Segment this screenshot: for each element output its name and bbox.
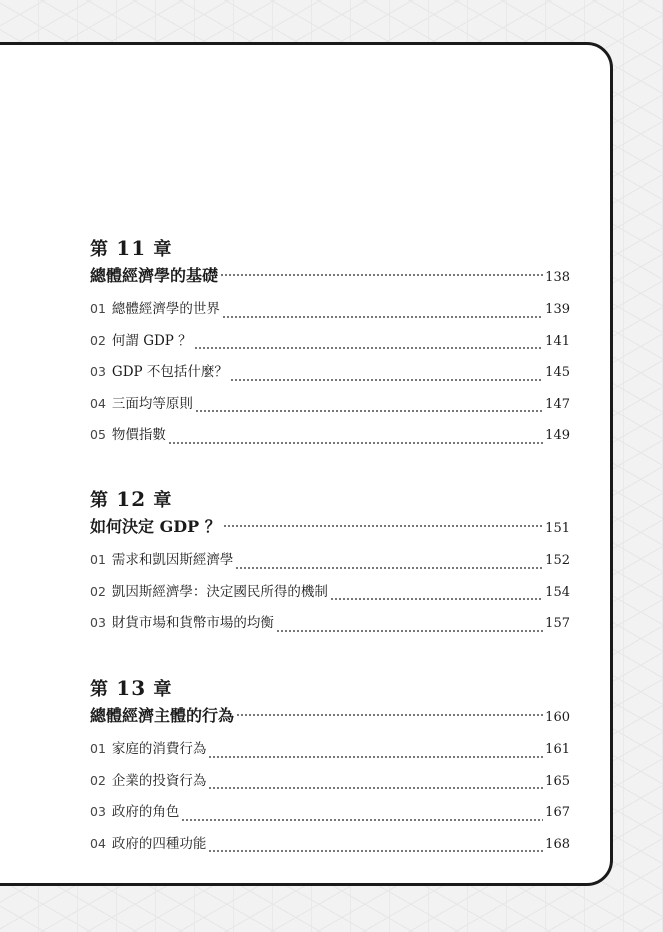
chapter-title-row[interactable]	[90, 263, 570, 283]
entry-index: 03	[90, 364, 106, 379]
chapter-title: 總體經濟主體的行為	[90, 706, 235, 725]
section-list	[90, 550, 570, 645]
leader-dots	[230, 379, 543, 381]
chapter-title: 如何決定 GDP ？	[90, 517, 221, 536]
toc-entry[interactable]	[90, 425, 570, 457]
entry-title: 總體經濟學的世界	[111, 301, 220, 317]
entry-title: 政府的角色	[111, 804, 180, 820]
toc-entry[interactable]	[90, 771, 570, 803]
entry-page-number: 145	[545, 365, 570, 380]
chapter-title-row[interactable]	[90, 514, 570, 534]
entry-title: GDP 不包括什麼？	[111, 364, 228, 380]
entry-page-number: 147	[545, 396, 570, 412]
leader-dots	[220, 274, 543, 276]
toc-entry[interactable]	[90, 550, 570, 582]
entry-title: 家庭的消費行為	[111, 741, 207, 757]
leader-dots	[330, 598, 543, 600]
entry-index: 04	[90, 395, 106, 411]
leader-dots	[168, 442, 543, 444]
leader-dots	[223, 525, 543, 527]
chapter-label-prefix: 第	[90, 490, 109, 511]
entry-title: 財貨市場和貨幣市場的均衡	[111, 615, 274, 631]
toc-entry[interactable]	[90, 739, 570, 771]
chapter-number: 11	[116, 236, 147, 260]
entry-page-number: 154	[545, 584, 570, 600]
entry-page-number: 165	[545, 773, 570, 789]
entry-page-number: 167	[545, 805, 570, 820]
chapter-title: 總體經濟學的基礎	[90, 266, 219, 285]
entry-page-number: 152	[545, 553, 570, 568]
entry-index: 01	[90, 301, 106, 316]
entry-page-number: 141	[545, 333, 570, 349]
entry-page-number: 139	[545, 302, 570, 317]
chapter-label-prefix: 第	[90, 679, 109, 700]
entry-index: 03	[90, 804, 106, 819]
entry-page-number: 161	[545, 742, 570, 757]
entry-page-number: 168	[545, 836, 570, 852]
entry-index: 03	[90, 615, 106, 630]
chapter-label-prefix: 第	[90, 239, 109, 260]
entry-title: 物價指數	[111, 427, 166, 443]
chapter-label	[90, 489, 570, 511]
toc-entry[interactable]	[90, 582, 570, 614]
toc-entry[interactable]	[90, 394, 570, 426]
chapter-label-suffix: 章	[153, 239, 173, 260]
leader-dots	[181, 819, 543, 821]
entry-title: 凱因斯經濟學：決定國民所得的機制	[111, 583, 328, 600]
leader-dots	[195, 410, 543, 412]
leader-dots	[236, 714, 543, 716]
entry-index: 05	[90, 427, 106, 442]
entry-title: 何謂 GDP ？	[111, 332, 192, 349]
entry-title: 需求和凱因斯經濟學	[111, 552, 234, 568]
entry-index: 01	[90, 552, 106, 567]
chapter-label-suffix: 章	[153, 490, 173, 511]
leader-dots	[208, 850, 543, 852]
chapter-13	[90, 678, 570, 865]
section-list	[90, 739, 570, 865]
entry-index: 01	[90, 741, 106, 756]
leader-dots	[208, 787, 543, 789]
chapter-number: 12	[116, 487, 147, 511]
chapter-number: 13	[116, 676, 147, 700]
chapter-title-row[interactable]	[90, 703, 570, 723]
chapter-12	[90, 489, 570, 645]
toc-entry[interactable]	[90, 362, 570, 394]
entry-index: 02	[90, 583, 106, 599]
entry-page-number: 149	[545, 428, 570, 443]
toc-entry[interactable]	[90, 299, 570, 331]
entry-index: 04	[90, 835, 106, 851]
chapter-page-number: 151	[545, 521, 570, 536]
chapter-label	[90, 238, 570, 260]
toc-entry[interactable]	[90, 834, 570, 866]
chapter-page-number: 160	[545, 710, 570, 725]
entry-title: 三面均等原則	[111, 395, 193, 412]
entry-title: 企業的投資行為	[111, 772, 207, 789]
chapter-label-suffix: 章	[153, 679, 173, 700]
chapter-label	[90, 678, 570, 700]
toc-entry[interactable]	[90, 802, 570, 834]
entry-index: 02	[90, 772, 106, 788]
leader-dots	[222, 316, 543, 318]
entry-title: 政府的四種功能	[111, 835, 207, 852]
entry-index: 02	[90, 332, 106, 348]
chapter-11	[90, 238, 570, 457]
leader-dots	[208, 756, 543, 758]
toc-entry[interactable]	[90, 613, 570, 645]
leader-dots	[276, 630, 543, 632]
entry-page-number: 157	[545, 616, 570, 631]
leader-dots	[194, 347, 543, 349]
leader-dots	[235, 567, 543, 569]
section-list	[90, 299, 570, 457]
chapter-page-number: 138	[545, 270, 570, 285]
toc-entry[interactable]	[90, 331, 570, 363]
